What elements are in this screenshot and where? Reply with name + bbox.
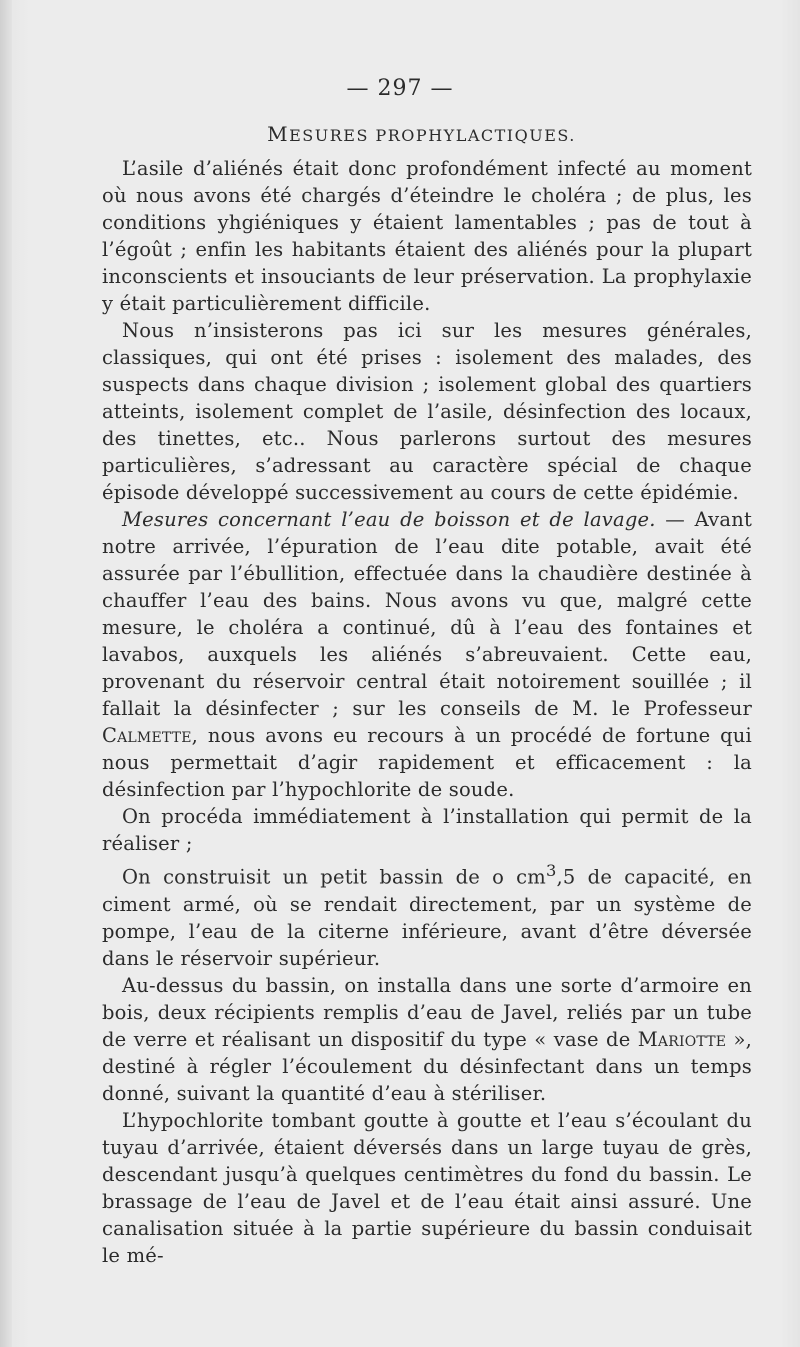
paragraph-3-heading: Mesures concernant l’eau de boisson et de lavage.	[122, 508, 656, 531]
paragraph-3-text-a: — Avant notre arrivée, l’épuration de l’eau dite potable, avait été assurée par l’ébullition, effectuée dans la chaudière destinée à chauffer l’eau des bains. Nous avons vu que, malgré cette mesure, le choléra a continué, dû à l’eau des fontaines et lavabos, auxquels les aliénés s’abreuvaient. Cette eau, provenant du réservoir central était notoirement souillée ; il fallait la désinfecter ; sur les conseils de M. le Professeur	[102, 508, 752, 720]
paragraph-1: L’asile d’aliénés était donc profondément infecté au moment où nous avons été chargés d’éteindre le choléra ; de plus, les conditions yhgiéniques y étaient lamentables ; pas de tout à l’égoût ; enfin les habitants étaient des aliénés pour la plupart inconscients et insouciants de leur préservation. La prophylaxie y était particulièrement difficile.	[102, 157, 752, 315]
superscript-three: 3	[545, 861, 557, 880]
page-number: — 297 —	[346, 76, 454, 101]
section-title	[0, 122, 800, 146]
section-title-rest: ESURES PROPHYLACTIQUES.	[289, 126, 576, 145]
paragraph-7: L’hypochlorite tombant goutte à goutte et l’eau s’écoulant du tuyau d’arrivée, étaient déversés dans un large tuyau de grès, descendant jusqu’à quelques centimètres du fond du bassin. Le brassage de l’eau de Javel et de l’eau était ainsi assuré. Une canalisation située à la partie supérieure du bassin conduisait le mé-	[102, 1108, 752, 1267]
paragraph-5-text-a: On construisit un petit bassin de o cm	[122, 865, 546, 889]
paragraph-5-text-b: ,5 de capacité, en ciment armé, où se rendait directement, par un système de pompe, l’eau de la citerne inférieure, avant d’être déversée dans le réservoir supérieur.	[102, 865, 753, 970]
paragraph-6	[102, 972, 752, 1107]
person-name-mariotte: Mariotte	[637, 1027, 727, 1051]
person-name-calmette: Calmette	[102, 724, 192, 747]
paragraph-6-text-a: Au-dessus du bassin, on installa dans une sorte d’armoire en bois, deux récipients remplis d’eau de Javel, reliés par un tube de verre et réalisant un dispositif du type « vase de	[102, 973, 752, 1051]
paragraph-3	[102, 506, 752, 803]
page-binding-edge	[0, 0, 12, 1347]
paragraph-5	[102, 857, 752, 972]
paragraph-3-text-b: , nous avons eu recours à un procédé de fortune qui nous permettait d’agir rapidement et efficacement : la désinfection par l’hypochlorite de soude.	[102, 724, 752, 801]
body-text	[102, 155, 752, 1269]
paragraph-4: On procéda immédiatement à l’installation qui permit de la réaliser ;	[102, 805, 752, 855]
paragraph-6-text-b: », destiné à régler l’écoulement du désinfectant dans un temps donné, suivant la quantité d’eau à stériliser.	[102, 1027, 752, 1105]
section-title-initial: M	[267, 122, 290, 146]
paragraph-2: Nous n’insisterons pas ici sur les mesures générales, classiques, qui ont été prises : isolement des malades, des suspects dans chaque division ; isolement global des quartiers atteints, isolement complet de l’asile, désinfection des locaux, des tinettes, etc.. Nous parlerons surtout des mesures particulières, s’adressant au caractère spécial de chaque épisode développé successivement au cours de cette épidémie.	[102, 319, 752, 504]
